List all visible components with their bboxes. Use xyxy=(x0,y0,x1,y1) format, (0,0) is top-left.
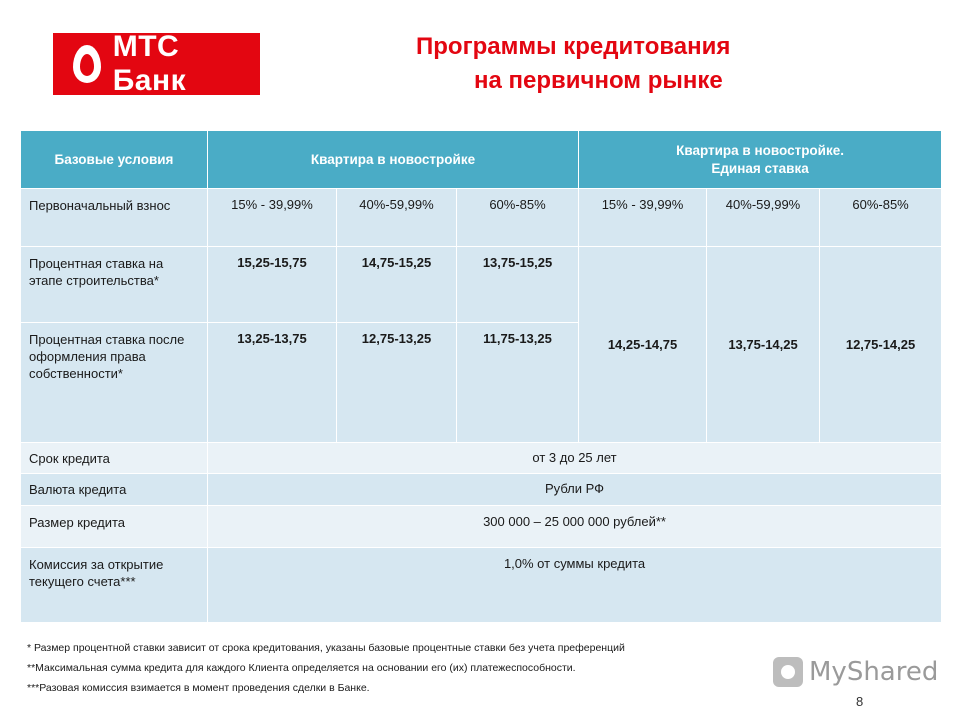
header-new-apartment: Квартира в новостройке xyxy=(208,131,579,189)
table-row xyxy=(21,506,942,548)
single-rate-cell: 13,75-14,25 xyxy=(707,247,820,443)
commission-value: 1,0% от суммы кредита xyxy=(208,548,942,623)
rate-ownership-cell: 11,75-13,25 xyxy=(457,323,579,443)
table-row xyxy=(21,474,942,506)
currency-value: Рубли РФ xyxy=(208,474,942,506)
single-rate-cell: 14,25-14,75 xyxy=(579,247,707,443)
rate-ownership-cell: 13,25-13,75 xyxy=(208,323,337,443)
header-single-rate-line1: Квартира в новостройке. xyxy=(676,142,844,158)
title-line-2: на первичном рынке xyxy=(474,67,723,94)
header-new-apartment-single-rate xyxy=(579,131,942,189)
down-payment-cell: 40%-59,99% xyxy=(707,189,820,247)
down-payment-cell: 60%-85% xyxy=(820,189,942,247)
title-line-1: Программы кредитования xyxy=(416,33,731,60)
page-number: 8 xyxy=(856,694,864,709)
rate-construction-cell: 13,75-15,25 xyxy=(457,247,579,323)
row-label-term: Срок кредита xyxy=(21,443,208,474)
row-label-commission: Комиссия за открытие текущего счета*** xyxy=(21,548,208,623)
down-payment-cell: 60%-85% xyxy=(457,189,579,247)
credit-conditions-table xyxy=(20,130,942,623)
rate-construction-cell: 14,75-15,25 xyxy=(337,247,457,323)
down-payment-cell: 15% - 39,99% xyxy=(579,189,707,247)
row-label-rate-construction: Процентная ставка на этапе строительства* xyxy=(21,247,208,323)
mts-bank-logo xyxy=(53,30,260,97)
row-label-rate-ownership: Процентная ставка после оформления права собственности* xyxy=(21,323,208,443)
amount-value: 300 000 – 25 000 000 рублей** xyxy=(208,506,942,548)
table-row xyxy=(21,548,942,623)
header-row xyxy=(21,131,942,189)
row-label-down-payment: Первоначальный взнос xyxy=(21,189,208,247)
term-value: от 3 до 25 лет xyxy=(208,443,942,474)
watermark-text: MyShared xyxy=(809,657,939,687)
footnotes xyxy=(27,638,827,698)
table-row xyxy=(21,443,942,474)
row-label-amount: Размер кредита xyxy=(21,506,208,548)
rate-ownership-cell: 12,75-13,25 xyxy=(337,323,457,443)
myshared-logo-icon xyxy=(773,657,803,687)
single-rate-cell: 12,75-14,25 xyxy=(820,247,942,443)
header-base-conditions: Базовые условия xyxy=(21,131,208,189)
down-payment-cell: 40%-59,99% xyxy=(337,189,457,247)
down-payment-cell: 15% - 39,99% xyxy=(208,189,337,247)
table-row xyxy=(21,189,942,247)
row-label-currency: Валюта кредита xyxy=(21,474,208,506)
myshared-watermark xyxy=(773,652,938,692)
logo-text: МТС Банк xyxy=(112,30,187,97)
header-single-rate-line2: Единая ставка xyxy=(711,160,809,176)
footnote: **Максимальная сумма кредита для каждого Клиента определяется на основании его (их) платежеспособности. xyxy=(27,662,576,674)
mts-egg-icon xyxy=(73,45,101,83)
footnote: * Размер процентной ставки зависит от срока кредитования, указаны базовые процентные ставки без учета преференций xyxy=(27,642,625,654)
footnote: ***Разовая комиссия взимается в момент проведения сделки в Банке. xyxy=(27,682,370,694)
page-title xyxy=(400,30,840,98)
rate-construction-cell: 15,25-15,75 xyxy=(208,247,337,323)
table-row xyxy=(21,247,942,323)
